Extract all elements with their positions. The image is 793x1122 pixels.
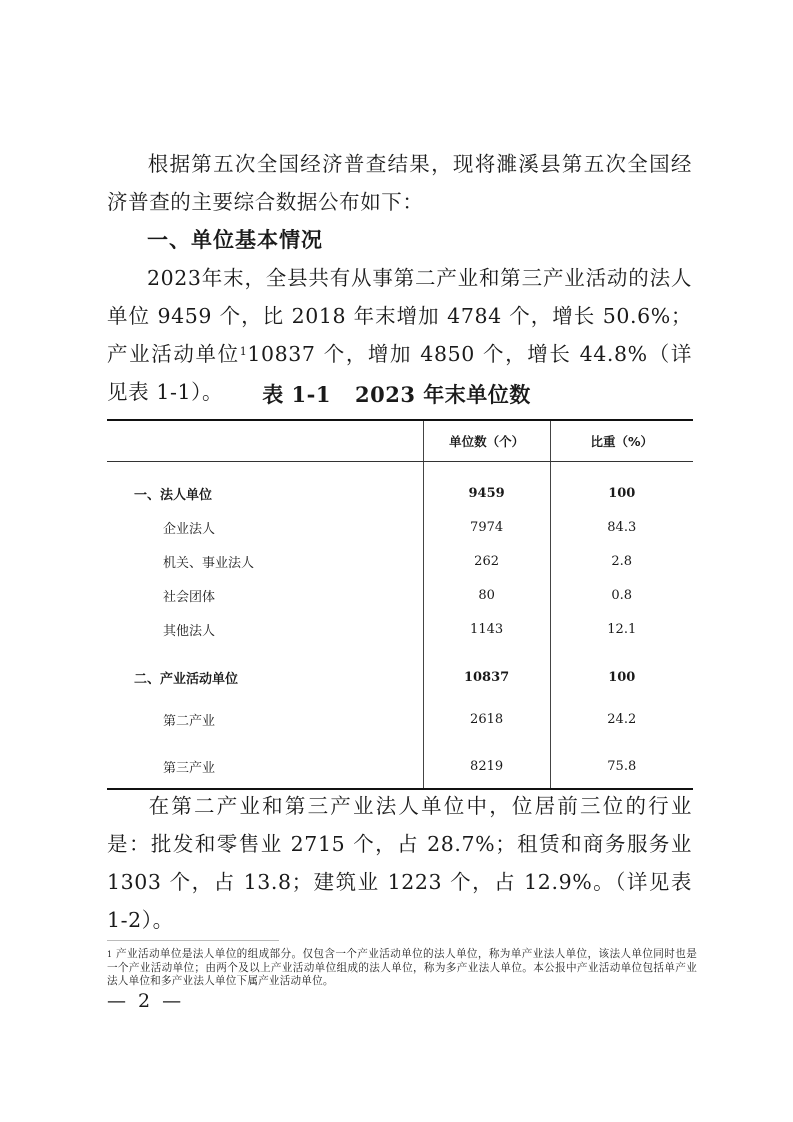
footnote bbox=[107, 948, 697, 989]
table-header-row bbox=[107, 420, 693, 462]
row-share: 100 bbox=[550, 660, 693, 694]
table-row bbox=[107, 476, 693, 510]
row-count: 80 bbox=[423, 578, 550, 612]
row-count: 9459 bbox=[423, 476, 550, 510]
row-label: 二、产业活动单位 bbox=[134, 671, 239, 687]
row-share: 24.2 bbox=[550, 694, 693, 744]
intro-text: 根据第五次全国经济普查结果，现将濉溪县第五次全国经济普查的主要综合数据公布如下： bbox=[107, 152, 692, 214]
row-count: 7974 bbox=[423, 510, 550, 544]
table-row bbox=[107, 660, 693, 694]
units-table bbox=[107, 419, 693, 790]
industry-text: 在第二产业和第三产业法人单位中，位居前三位的行业是：批发和零售业 2715 个，占 28.7%；租赁和商务服务业 1303 个，占 13.8；建筑业 1223 个，占 12.9%。（详见表 1-2）。 bbox=[107, 794, 692, 932]
row-share: 84.3 bbox=[550, 510, 693, 544]
row-share: 0.8 bbox=[550, 578, 693, 612]
table-number: 表 1-1 bbox=[262, 382, 331, 407]
page-number: — 2 — bbox=[107, 990, 185, 1012]
footnote-divider bbox=[107, 940, 279, 941]
table-row bbox=[107, 612, 693, 646]
row-label: 企业法人 bbox=[163, 521, 216, 537]
header-share: 比重（%） bbox=[550, 420, 693, 462]
spacer-row bbox=[107, 462, 693, 477]
table-row bbox=[107, 544, 693, 578]
row-label: 机关、事业法人 bbox=[163, 555, 255, 571]
row-share: 100 bbox=[550, 476, 693, 510]
row-label: 第二产业 bbox=[163, 713, 216, 729]
header-count: 单位数（个） bbox=[423, 420, 550, 462]
row-label: 社会团体 bbox=[163, 589, 216, 605]
row-share: 75.8 bbox=[550, 744, 693, 789]
row-share: 12.1 bbox=[550, 612, 693, 646]
summary-text-a: 2023年末，全县共有从事第二产业和第三产业活动的法人单位 9459 个，比 2018 年末增加 4784 个，增长 50.6%；产业活动单位 bbox=[107, 266, 692, 366]
header-label bbox=[107, 420, 423, 462]
row-label: 其他法人 bbox=[163, 623, 216, 639]
table-row bbox=[107, 694, 693, 744]
table-title: 2023 年末单位数 bbox=[355, 382, 531, 407]
table-caption bbox=[0, 379, 793, 409]
intro-paragraph bbox=[107, 145, 692, 221]
row-count: 1143 bbox=[423, 612, 550, 646]
section-heading: 一、单位基本情况 bbox=[147, 228, 323, 252]
row-share: 2.8 bbox=[550, 544, 693, 578]
row-label: 一、法人单位 bbox=[134, 487, 213, 503]
footnote-text: 产业活动单位是法人单位的组成部分。仅包含一个产业活动单位的法人单位，称为单产业法人单位，该法人单位同时也是一个产业活动单位；由两个及以上产业活动单位组成的法人单位，称为多产业法人单位。本公报中产业活动单位包括单产业法人单位和多产业法人单位下属产业活动单位。 bbox=[107, 948, 697, 987]
row-count: 2618 bbox=[423, 694, 550, 744]
table-row bbox=[107, 744, 693, 789]
table-row bbox=[107, 578, 693, 612]
footnote-marker: 1 bbox=[107, 950, 113, 959]
row-label: 第三产业 bbox=[107, 744, 423, 789]
footnote-ref[interactable]: 1 bbox=[239, 345, 248, 358]
table-row bbox=[107, 510, 693, 544]
row-count: 8219 bbox=[423, 744, 550, 789]
summary-text-b: 10837 个，增加 4850 个，增长 44.8%（详见表 1-1）。 bbox=[107, 342, 693, 404]
industry-paragraph bbox=[107, 787, 692, 939]
spacer-row bbox=[107, 646, 693, 660]
row-count: 262 bbox=[423, 544, 550, 578]
row-count: 10837 bbox=[423, 660, 550, 694]
